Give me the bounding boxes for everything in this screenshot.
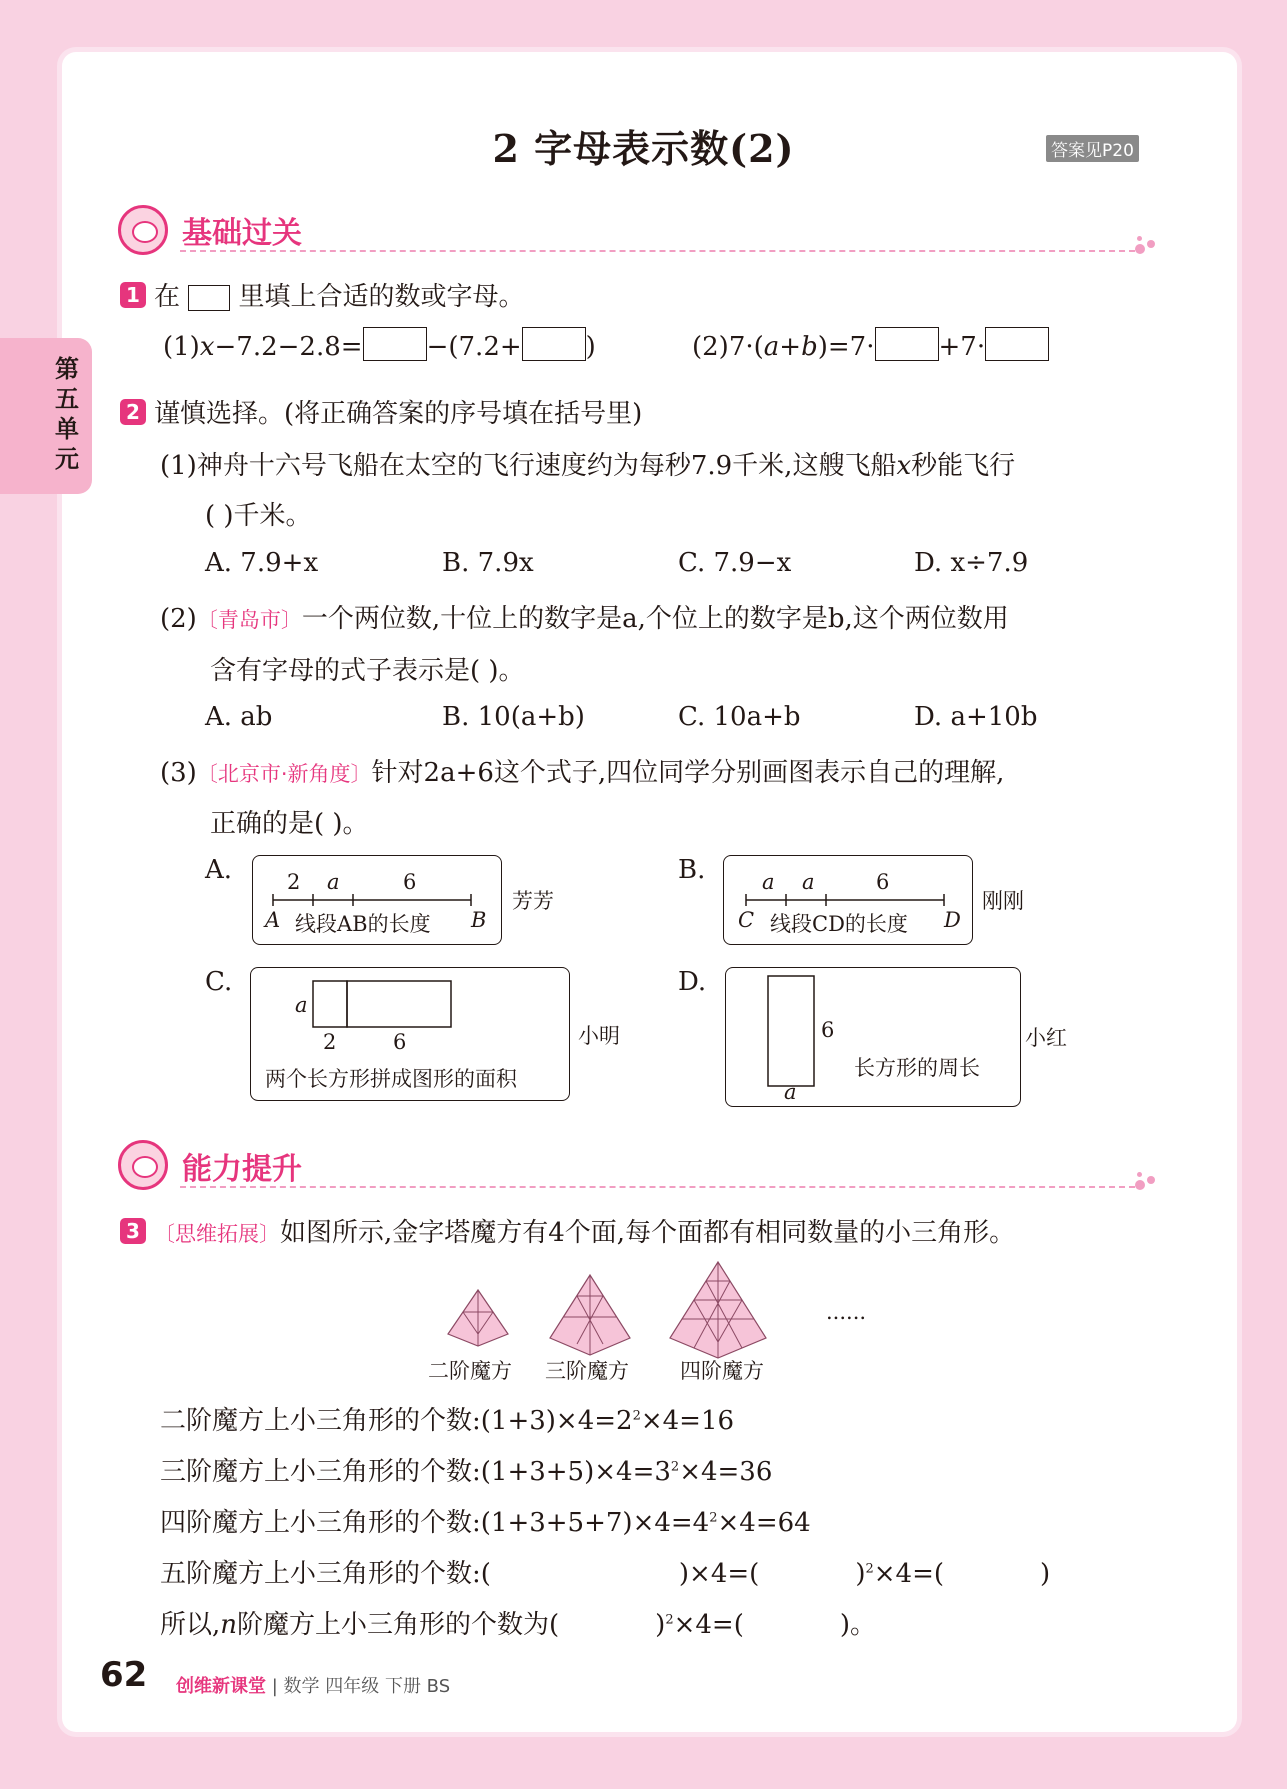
fig-a-student: 芳芳 <box>512 889 554 913</box>
q3-line-4th: 四阶魔方上小三角形的个数$:(1+3+5+7)\times 4=4^2\times 4=64$ <box>160 1508 811 1538</box>
rectangle-diagram <box>726 968 1020 1106</box>
q1-blank-4[interactable] <box>985 327 1049 361</box>
q2-s2-line2: 含有字母的式子表示是( )。 <box>210 656 525 686</box>
q2-s2-line1: (2)〔青岛市〕一个两位数,十位上的数字是a,个位上的数字是b,这个两位数用 <box>160 604 1009 634</box>
section-basic-heading: 基础过关 <box>182 216 302 251</box>
q3-prompt: 3 〔思维拓展〕如图所示,金字塔魔方有4个面,每个面都有相同数量的小三角形。 <box>120 1212 1015 1249</box>
source-tag: 〔青岛市〕 <box>196 608 302 632</box>
pyramid-illustrations <box>440 1260 860 1360</box>
q1-blank-2[interactable] <box>522 327 586 361</box>
q2-s1-line2: ( )千米。 <box>205 501 312 531</box>
source-tag: 〔北京市·新角度〕 <box>196 762 372 786</box>
q1-prompt: 1 在 里填上合适的数或字母。 <box>120 276 525 313</box>
pyramid-ellipsis: ...... <box>826 1300 867 1324</box>
q2-number-badge: 2 <box>120 399 146 425</box>
q3-line-nth: 所以,n阶魔方上小三角形的个数为( )$^2$×4=( )。 <box>160 1610 877 1640</box>
fig-c-box: a 2 6 两个长方形拼成图形的面积 <box>250 967 570 1101</box>
pyramid-caption-2: 二阶魔方 <box>428 1359 512 1383</box>
pyramid-4th-order-icon <box>670 1262 766 1358</box>
answer-reference-badge: 答案见P20 <box>1046 135 1139 162</box>
fig-b-label[interactable]: B. <box>678 855 706 885</box>
mascot-icon <box>118 1140 168 1190</box>
q3-number-badge: 3 <box>120 1218 146 1244</box>
pyramid-caption-3: 三阶魔方 <box>545 1359 629 1383</box>
q2-s2-option-a[interactable]: A. ab <box>205 702 273 732</box>
q2-s1-option-a[interactable]: A. 7.9+x <box>205 548 319 578</box>
fig-c-student: 小明 <box>578 1024 620 1048</box>
source-tag: 〔思维拓展〕 <box>154 1222 280 1246</box>
pyramid-caption-4: 四阶魔方 <box>680 1359 764 1383</box>
mascot-icon <box>118 205 168 255</box>
fig-d-label[interactable]: D. <box>678 967 707 997</box>
page-number: 62 <box>100 1655 148 1695</box>
q2-s1-option-b[interactable]: B. 7.9x <box>442 548 534 578</box>
pyramid-2nd-order-icon <box>448 1290 508 1346</box>
q2-s1-option-c[interactable]: C. 7.9−x <box>678 548 792 578</box>
q2-prompt: 2 谨慎选择。(将正确答案的序号填在括号里) <box>120 393 642 430</box>
section-advanced-heading: 能力提升 <box>182 1152 302 1187</box>
example-box <box>188 285 230 311</box>
fig-a-label[interactable]: A. <box>205 855 233 885</box>
pyramid-3rd-order-icon <box>550 1275 630 1355</box>
q3-line-2nd: 二阶魔方上小三角形的个数$:(1+3)\times 4=2^2\times 4=16$ <box>160 1406 735 1436</box>
q1-number-badge: 1 <box>120 282 146 308</box>
q1-blank-1[interactable] <box>363 327 427 361</box>
q2-s2-option-d[interactable]: D. a+10b <box>914 702 1038 732</box>
fig-c-label[interactable]: C. <box>205 967 233 997</box>
q2-s2-option-c[interactable]: C. 10a+b <box>678 702 801 732</box>
fig-d-student: 小红 <box>1025 1026 1067 1050</box>
fig-b-box: a a 6 C 线段CD的长度 D <box>723 855 973 945</box>
fig-a-box: 2 a 6 A 线段AB的长度 B <box>252 855 502 945</box>
q3-line-3rd: 三阶魔方上小三角形的个数$:(1+3+5)\times 4=3^2\times 4=36$ <box>160 1457 773 1487</box>
fig-b-student: 刚刚 <box>982 889 1024 913</box>
fig-d-box: 6 a 长方形的周长 <box>725 967 1021 1107</box>
q3-line-5th: 五阶魔方上小三角形的个数:( )×4=( )$^2$×4=( ) <box>160 1559 1051 1589</box>
section-divider <box>180 1186 1135 1188</box>
q2-s2-option-b[interactable]: B. 10(a+b) <box>442 702 585 732</box>
q1-blank-3[interactable] <box>875 327 939 361</box>
q1-part2: (2)7·(a+b)=7· +7· <box>692 327 1049 362</box>
section-divider <box>180 250 1135 252</box>
q1-part1: (1)x−7.2−2.8= −(7.2+ ) <box>163 327 596 362</box>
q2-s3-line1: (3)〔北京市·新角度〕针对2a+6这个式子,四位同学分别画图表示自己的理解, <box>160 758 1005 788</box>
footer-info: 创维新课堂 | 数学 四年级 下册 BS <box>176 1676 451 1697</box>
q2-s3-line2: 正确的是( )。 <box>210 809 369 839</box>
q2-s1-line1: (1)神舟十六号飞船在太空的飞行速度约为每秒7.9千米,这艘飞船x秒能飞行 <box>160 451 1016 481</box>
q2-s1-option-d[interactable]: D. x÷7.9 <box>914 548 1029 578</box>
unit-side-tab: 第五单元 <box>0 338 92 494</box>
page-title: 2 字母表示数(2) <box>492 126 795 171</box>
